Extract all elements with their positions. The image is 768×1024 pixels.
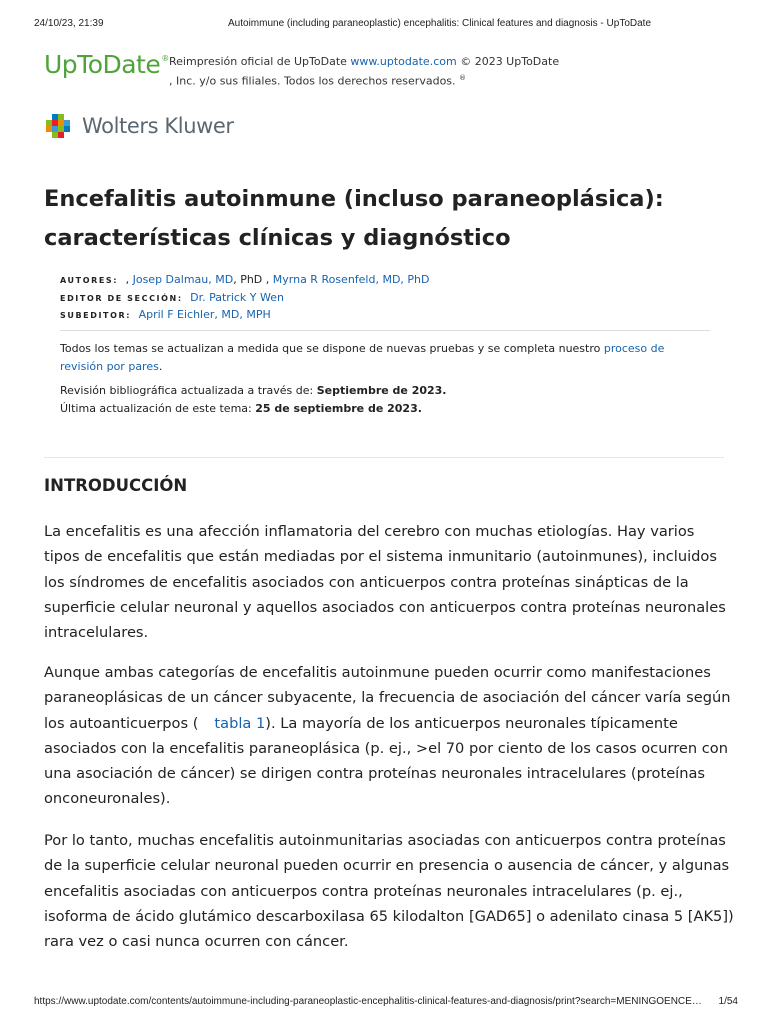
uptodate-logo-text: UpToDate xyxy=(44,50,161,79)
section-divider xyxy=(44,457,724,458)
reprint-notice xyxy=(169,53,569,90)
literature-review-label: Revisión bibliográfica actualizada a través de: xyxy=(60,384,317,397)
print-timestamp: 24/10/23, 21:39 xyxy=(34,18,104,29)
section-editor-label: EDITOR DE SECCIÓN: xyxy=(60,293,183,303)
deputy-editor-link[interactable]: April F Eichler, MD, MPH xyxy=(138,308,271,321)
uptodate-link[interactable]: www.uptodate.com xyxy=(350,55,457,68)
byline-divider xyxy=(60,330,710,331)
deputy-editor-row xyxy=(60,306,720,324)
byline xyxy=(60,271,720,324)
title-line-1: Encefalitis autoinmune (incluso paraneoplásica): xyxy=(44,186,664,212)
section-editor-link[interactable]: Dr. Patrick Y Wen xyxy=(190,290,284,304)
title-line-2: características clínicas y diagnóstico xyxy=(44,225,511,251)
author1-suffix: , PhD , xyxy=(233,273,273,286)
last-updated-line xyxy=(60,400,710,418)
authors-label: AUTORES: xyxy=(60,276,119,285)
topic-title xyxy=(44,180,724,258)
update-notice xyxy=(60,340,710,375)
registered-mark: ® xyxy=(161,54,169,63)
print-page-title: Autoimmune (including paraneoplastic) encephalitis: Clinical features and diagnosis - UpToDate xyxy=(228,18,652,29)
deputy-editor-label: SUBEDITOR: xyxy=(60,311,132,320)
intro-p2-start: Aunque ambas categorías de encefalitis autoinmune pueden ocurrir como manifestaciones paraneoplásicas de un cáncer subyacente, la frecuencia de asociación del cáncer varía según los autoanticuerpos ( xyxy=(44,664,731,732)
review-dates xyxy=(60,382,710,417)
last-updated-label: Última actualización de este tema: xyxy=(60,401,256,415)
literature-review-line xyxy=(60,382,710,400)
update-notice-end: . xyxy=(158,359,163,373)
section-heading-introduccion: INTRODUCCIÓN xyxy=(44,476,188,495)
reprint-registered-mark: ® xyxy=(459,74,467,82)
print-url: https://www.uptodate.com/contents/autoimmune-including-paraneoplastic-encephalitis-clinical-features-and-diagnosis/print?search=MENINGOENCE… xyxy=(34,996,702,1007)
intro-paragraph-2 xyxy=(44,660,734,812)
authors-row xyxy=(60,271,720,289)
wolters-kluwer-text: Wolters Kluwer xyxy=(82,114,234,138)
intro-paragraph-1: La encefalitis es una afección inflamatoria del cerebro con muchas etiologías. Hay varios tipos de encefalitis que están mediadas por el sistema inmunitario (autoinmunes), incluidos los síndromes de encefalitis asociados con anticuerpos contra proteínas sinápticas de la superficie celular neuronal y aquellos asociados con anticuerpos contra proteínas neuronales intracelulares. xyxy=(44,523,726,642)
peer-review-link[interactable]: proceso de revisión por pares xyxy=(60,342,665,373)
literature-review-date: Septiembre de 2023. xyxy=(316,384,447,397)
intro-p2-end: ). La mayoría de los anticuerpos neuronales típicamente asociados con la encefalitis paraneoplásica (p. ej., >el 70 por ciento de los casos ocurren con una asociación de cáncer) se dirigen contra proteínas neuronales intracelulares (proteínas onconeuronales). xyxy=(44,714,728,808)
print-header xyxy=(14,18,754,32)
reprint-prefix: Reimpresión oficial de UpToDate xyxy=(169,55,351,68)
reprint-suffix: © 2023 UpToDate xyxy=(456,55,560,68)
uptodate-logo[interactable] xyxy=(44,50,169,79)
authors-separator: , xyxy=(122,273,133,286)
author-link-rosenfeld[interactable]: Myrna R Rosenfeld, MD, PhD xyxy=(272,273,430,286)
author-link-dalmau[interactable]: Josep Dalmau, MD xyxy=(132,273,234,286)
wolters-kluwer-mark-icon xyxy=(44,112,74,142)
intro-paragraph-3: Por lo tanto, muchas encefalitis autoinmunitarias asociadas con anticuerpos contra proteínas de la superficie celular neuronal pueden ocurrir en presencia o ausencia de cáncer, y algunas encefalitis asociadas con anticuerpos contra proteínas neuronales intracelulares (p. ej., isoforma de ácido glutámico descarboxilasa 65 kilodalton [GAD65] o adenilato cinasa 5 [AK5]) rara vez o casi nunca ocurren con cáncer. xyxy=(44,832,734,951)
table-1-link[interactable]: tabla 1 xyxy=(214,714,266,732)
update-notice-text: Todos los temas se actualizan a medida que se dispone de nuevas pruebas y se completa nuestro xyxy=(60,342,604,355)
section-editor-row xyxy=(60,289,720,307)
print-footer xyxy=(14,996,754,1010)
last-updated-date: 25 de septiembre de 2023. xyxy=(255,401,422,415)
page-number: 1/54 xyxy=(718,996,738,1007)
reprint-line2: , Inc. y/o sus filiales. Todos los derechos reservados. xyxy=(169,74,460,88)
